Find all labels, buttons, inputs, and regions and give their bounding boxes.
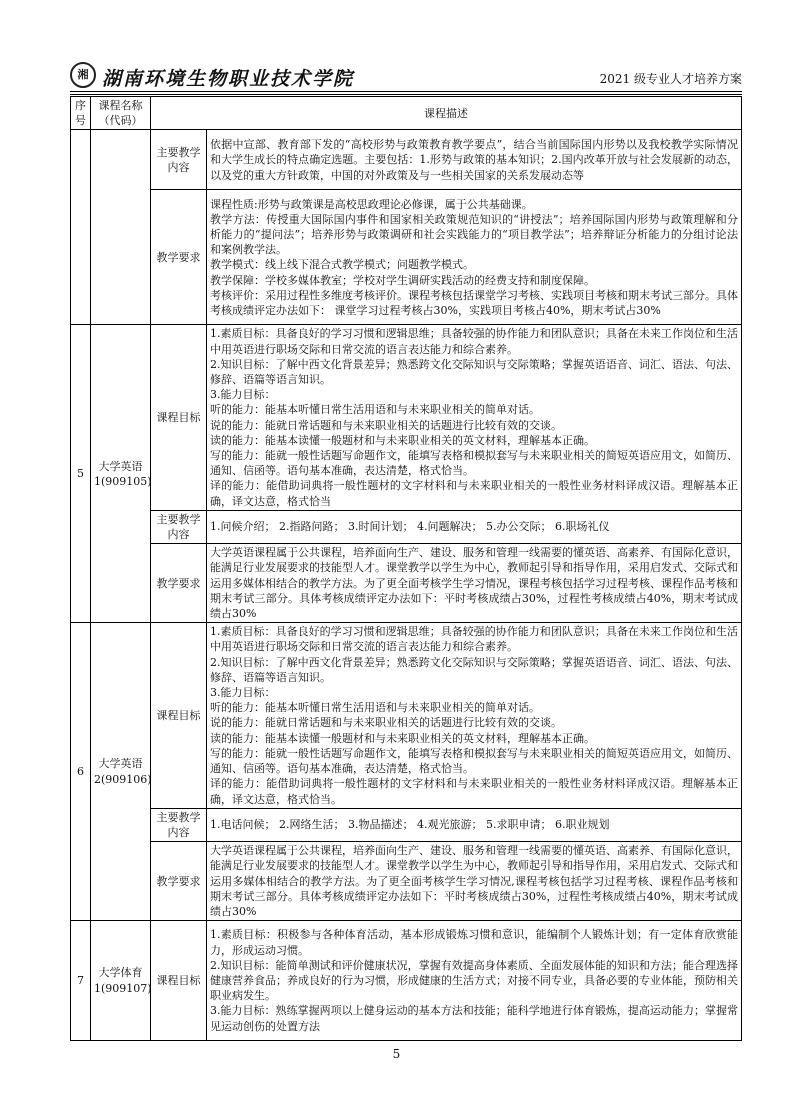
sub-label-req: 教学要求 [151,842,207,921]
prev-req-line: 教学保障：学校多媒体教室；学校对学生调研实践活动的经费支持和制度保障。 [210,273,595,287]
goal-line: 1.素质目标：积极参与各种体育活动，基本形成锻炼习惯和意识，能编制个人锻炼计划；有一定体育欣赏能力，形成运动习惯。 [210,928,738,957]
course-6-content: 1.电话问候； 2.网络生活； 3.物品描述； 4.观光旅游； 5.求职申请； 6.职业规划 [207,808,742,841]
goal-line: 写的能力：能就一般性话题写命题作文，能填写表格和模拟套写与未来职业相关的简短英语应用文，如简历、通知、信函等。语句基本准确，表达清楚，格式恰当。 [210,449,738,478]
course-6-req: 大学英语课程属于公共课程，培养面向生产、建设、服务和管理一线需要的懂英语、高素养、有国际化意识，能满足行业发展要求的技能型人才。课堂教学以学生为中心，教师起引导和指导作用，采用启发式、交际式和运用多媒体相结合的教学方法。为了更全面考核学生学习情况,课程考核包括学习过程考核、课程作品考核和期末考试三部分。具体考核成绩评定办法如下：平时考核成绩占30%，过程性考核成绩占40%，期末考试成绩占30% [207,842,742,921]
table-header-row [71,97,742,130]
table-row [71,808,742,841]
goal-line: 听的能力：能基本听懂日常生活用语和与未来职业相关的简单对话。 [210,701,540,715]
course-5-content: 1.问候介绍； 2.指路问路； 3.时间计划； 4.问题解决； 5.办公交际； 6.职场礼仪 [207,510,742,543]
course-7-name: 大学体育1(909107) [91,921,151,1041]
goal-line: 译的能力：能借助词典将一般性题材的文字材料和与未来职业相关的一般性业务材料译成汉语。理解基本正确，译文达意，格式恰当 [210,479,738,508]
col-name-header: 课程名称（代码） [91,97,151,130]
goal-line: 1.素质目标：具备良好的学习习惯和逻辑思维；具备较强的协作能力和团队意识；具备在未来工作岗位和生活中用英语进行职场交际和日常交流的语言表达能力和综合素养。 [210,327,738,356]
school-name: 湖南环境生物职业技术学院 [102,68,355,90]
sub-label-req: 教学要求 [151,190,207,325]
page-number: 5 [392,1047,401,1061]
course-table [70,96,742,1041]
table-row [71,623,742,808]
goal-line: 说的能力：能就日常话题和与未来职业相关的话题进行比较有效的交谈。 [210,716,562,730]
prev-req-line: 考核评价：采用过程性多维度考核评价。课程考核包括课堂学习考核、实践项目考核和期末考试三部分。具体考核成绩评定办法如下： 课堂学习过程考核占30%，实践项目考核占40%，期末考试占30% [210,288,738,318]
prev-seq-cell [71,130,91,325]
goal-line: 读的能力：能基本读懂一般题材和与未来职业相关的英文材料，理解基本正确。 [210,731,595,745]
course-5-goal-cell [207,325,742,510]
col-seq-header: 序号 [71,97,91,130]
prev-content-text: 依据中宣部、教育部下发的“高校形势与政策教育教学要点”，结合当前国际国内形势以及我校教学实际情况和大学生成长的特点确定选题。主要包括：1.形势与政策的基本知识；2.国内改革开放与社会发展新的动态，以及党的重大方针政策，中国的对外政策及与一些相关国家的关系发展动态等 [207,130,742,190]
course-6-name: 大学英语2(909106) [91,623,151,921]
prev-req-cell [207,190,742,325]
course-5-req: 大学英语课程属于公共课程，培养面向生产、建设、服务和管理一线需要的懂英语、高素养、有国际化意识，能满足行业发展要求的技能型人才。课堂教学以学生为中心，教师起引导和指导作用，采用启发式、交际式和运用多媒体相结合的教学方法。为了更全面考核学生学习情况，课程考核包括学习过程考核、课程作品考核和期末考试三部分。具体考核成绩评定办法如下：平时考核成绩占30%，过程性考核成绩占40%，期末考试成绩占30% [207,544,742,623]
goal-line: 3.能力目标：熟练掌握两项以上健身运动的基本方法和技能；能科学地进行体育锻炼，提高运动能力；掌握常见运动创伤的处置方法 [210,1004,738,1033]
course-6-goal-cell [207,623,742,808]
sub-label-content: 主要教学内容 [151,510,207,543]
course-7-seq: 7 [71,921,91,1041]
goal-line: 3.能力目标： [210,388,276,402]
course-5-seq: 5 [71,325,91,623]
goal-line: 2.知识目标：能简单测试和评价健康状况，掌握有效提高身体素质、全面发展体能的知识和方法；能合理选择健康营养食品；养成良好的行为习惯，形成健康的生活方式；对接不同专业，具备必要的专业体能，预防相关职业病发生。 [210,958,738,1003]
course-7-goal-cell [207,921,742,1041]
table-row [71,544,742,623]
goal-line: 读的能力：能基本读懂一般题材和与未来职业相关的英文材料，理解基本正确。 [210,433,595,447]
prev-req-line: 教学方法：传授重大国际国内事件和国家相关政策规范知识的“讲授法”；培养国际国内形势与政策理解和分析能力的“提问法”；培养形势与政策调研和社会实践能力的“项目教学法”；培养辩证分析能力的分组讨论法和案例教学法。 [210,212,738,257]
goal-line: 1.素质目标：具备良好的学习习惯和逻辑思维；具备较强的协作能力和团队意识；具备在未来工作岗位和生活中用英语进行职场交际和日常交流的语言表达能力和综合素养。 [210,625,738,654]
prev-req-line: 课程性质:形势与政策课是高校思政理论必修课，属于公共基础课。 [210,197,533,211]
goal-line: 3.能力目标： [210,686,276,700]
sub-label-content: 主要教学内容 [151,808,207,841]
goal-line: 2.知识目标：了解中西文化背景差异；熟悉跨文化交际知识与交际策略；掌握英语语音、词汇、语法、句法、修辞、语篇等语言知识。 [210,655,738,684]
plan-title: 2021 级专业人才培养方案 [599,72,742,86]
table-row [71,325,742,510]
table-row [71,130,742,190]
table-row [71,510,742,543]
header-rule [70,91,742,92]
sub-label-goal: 课程目标 [151,623,207,808]
course-6-seq: 6 [71,623,91,921]
prev-req-line: 教学模式：线上线下混合式教学模式；问题教学模式。 [210,258,474,272]
table-row [71,842,742,921]
header-rule-thin [70,94,742,95]
table-row [71,190,742,325]
col-desc-header: 课程描述 [151,97,742,130]
course-5-name: 大学英语1(909105) [91,325,151,623]
table-row [71,921,742,1041]
sub-label-goal: 课程目标 [151,325,207,510]
page-header [70,62,742,92]
goal-line: 说的能力：能就日常话题和与未来职业相关的话题进行比较有效的交谈。 [210,418,562,432]
goal-line: 写的能力：能就一般性话题写命题作文，能填写表格和模拟套写与未来职业相关的简短英语应用文，如简历、通知、信函等。语句基本准确，表达清楚，格式恰当。 [210,746,738,776]
school-logo-icon: 湘 [70,62,96,88]
goal-line: 译的能力：能借助词典将一般性题材的文字材料和与未来职业相关的一般性业务材料译成汉语。理解基本正确，译文达意，格式恰当。 [210,777,738,806]
goal-line: 听的能力：能基本听懂日常生活用语和与未来职业相关的简单对话。 [210,403,540,417]
prev-name-cell [91,130,151,325]
sub-label-content: 主要教学内容 [151,130,207,190]
goal-line: 2.知识目标：了解中西文化背景差异；熟悉跨文化交际知识与交际策略；掌握英语语音、词汇、语法、句法、修辞、语篇等语言知识。 [210,357,738,387]
sub-label-req: 教学要求 [151,544,207,623]
sub-label-goal: 课程目标 [151,921,207,1041]
